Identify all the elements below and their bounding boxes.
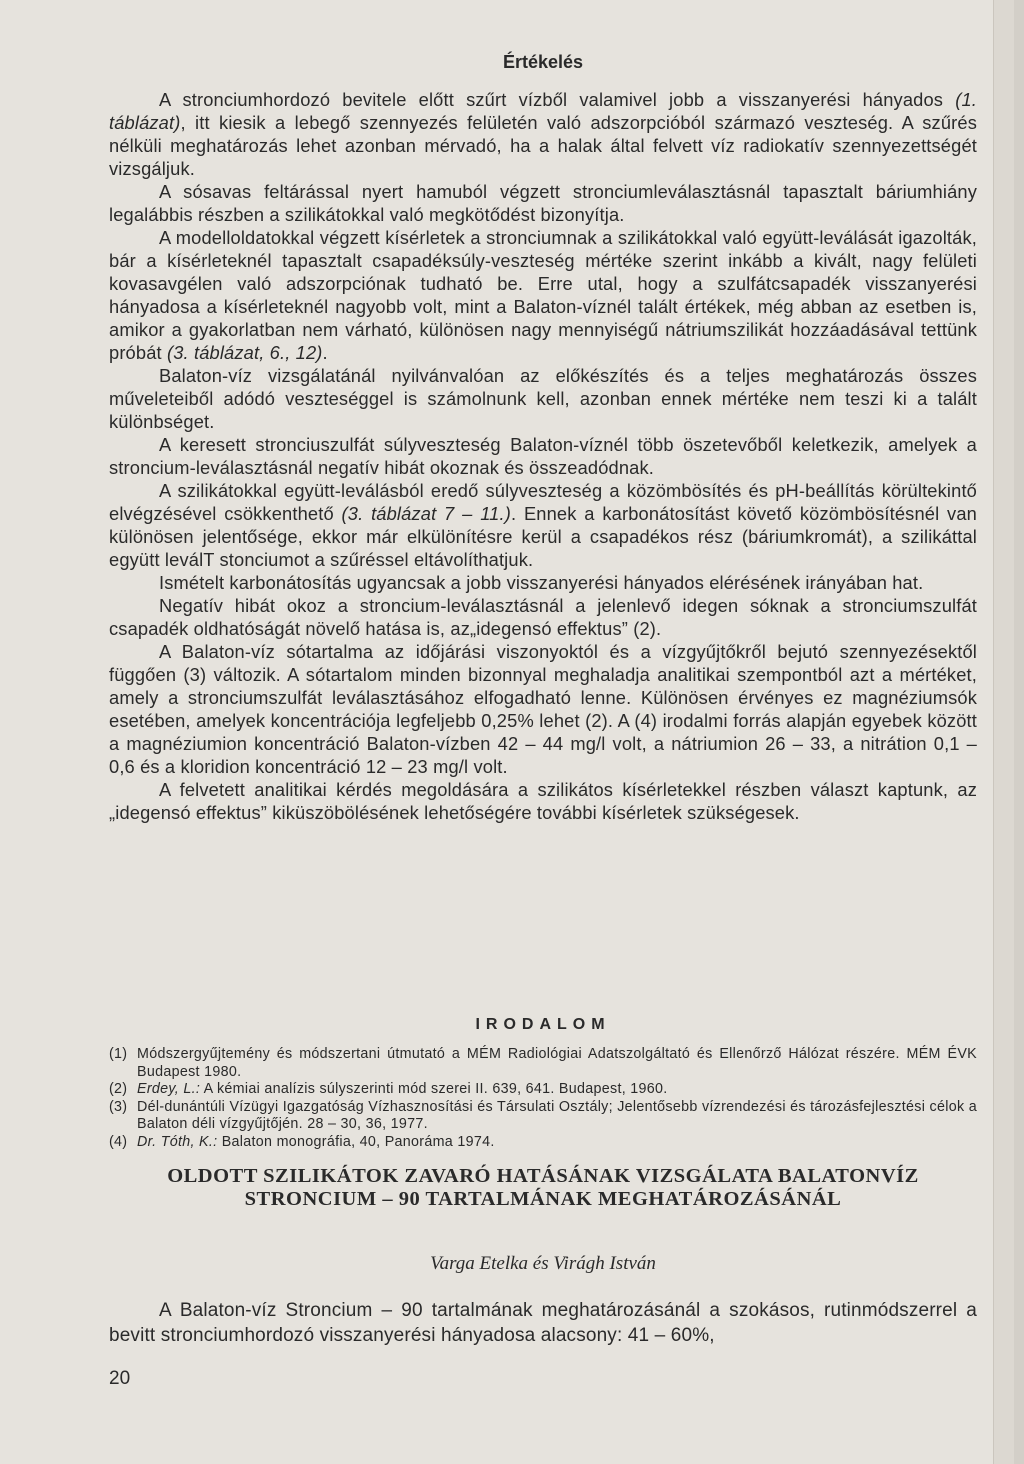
reference-body: Módszergyűjtemény és módszertani útmutató a MÉM Radiológiai Adatszolgáltató és Ellenőrző Hálózat részére. MÉM ÉVK Budapest 1980.: [137, 1046, 977, 1080]
paragraph: [109, 433, 977, 479]
article-title-line: OLDOTT SZILIKÁTOK ZAVARÓ HATÁSÁNAK VIZSGÁLATA BALATONVÍZ: [167, 1165, 919, 1187]
references-title: IRODALOM: [475, 1016, 611, 1033]
paragraph-text: Negatív hibát okoz a stroncium-leválasztásnál a jelenlevő idegen sóknak a stronciumszulfát csapadék oldhatóságát növelő hatása is, az„idegensó effektus” (2).: [109, 595, 977, 639]
reference-number: (1): [109, 1046, 128, 1062]
paragraph-text: , itt kiesik a lebegő szennyezés felületén való adszorpcióból származó veszteség. A szűrés nélküli meghatározás lehet azonban mérvadó, ha a halak által felvett víz radiokatív szennyezettségét vizsgáljuk.: [109, 112, 977, 179]
reference-text: [137, 1099, 977, 1134]
table-reference: (3. táblázat 7 – 11.): [341, 503, 511, 524]
reference-text: [137, 1081, 977, 1099]
paragraph-text: .: [322, 342, 328, 363]
paragraph: [109, 226, 977, 364]
body-text: [109, 88, 977, 824]
reference-item: [109, 1081, 977, 1099]
paragraph-text: A szilikátokkal együtt-leválásból eredő súlyveszteség a közömbösítés és pH-beállítás körültekintő elvégzésével csökkenthető: [109, 480, 977, 524]
reference-body: Balaton monográfia, 40, Panoráma 1974.: [217, 1133, 495, 1150]
reference-item: [109, 1046, 977, 1081]
paragraph: [109, 180, 977, 226]
paragraph: [109, 364, 977, 433]
paragraph: [109, 479, 977, 571]
reference-text: [137, 1134, 977, 1152]
reference-author: Dr. Tóth, K.:: [137, 1133, 218, 1150]
article-abstract: [109, 1298, 977, 1348]
paragraph-text: Ismételt karbonátosítás ugyancsak a jobb visszanyerési hányados elérésének irányában hat.: [159, 572, 924, 593]
paragraph-text: A Balaton-víz sótartalma az időjárási viszonyoktól és a vízgyűjtőkről bejutó szennyezésektől függően (3) változik. A sótartalom minden bizonnyal meghaladja analitikai szempontból azt a mértéket, amely a stronciumszulfát leválasztásához elfogadható lenne. Különösen érvényes ez magnéziumsók esetében, amelyek koncentrációja legfeljebb 0,25% lehet (2). A (4) irodalmi forrás alapján egyebek között a magnéziumion koncentráció Balaton-vízben 42 – 44 mg/l volt, a nátriumion 26 – 33, a nitrátion 0,1 – 0,6 és a kloridion koncentráció 12 – 23 mg/l volt.: [109, 641, 977, 777]
page-number: 20: [109, 1368, 131, 1389]
paragraph-text: A keresett stronciuszulfát súlyveszteség Balaton-víznél több öszetevőből keletkezik, amelyek a stroncium-leválasztásnál negatív hibát okoznak és összeadódnak.: [109, 434, 977, 478]
paragraph-text: . Ennek a karbonátosítást követő közömbösítésnél van különösen jelentősége, ekkor már elkülönítésre kerül a csapadékos rész (báriumkromát), a szilikáttal együtt leválT stonciumot a szűréssel eltávolíthatjuk.: [109, 503, 977, 570]
paragraph-text: A felvetett analitikai kérdés megoldására a szilikátos kísérletekkel részben választ kaptunk, az „idegensó effektus” kiküszöbölésének lehetőségére további kísérletek szükségesek.: [109, 779, 977, 823]
reference-item: [109, 1099, 977, 1134]
reference-number: (3): [109, 1098, 128, 1115]
reference-number: (4): [109, 1133, 128, 1150]
article-title: [109, 1165, 977, 1211]
paragraph: [109, 594, 977, 640]
paragraph: [109, 640, 977, 778]
reference-author: Erdey, L.:: [137, 1081, 201, 1097]
article-authors: Varga Etelka és Virágh István: [430, 1253, 656, 1274]
paragraph: [109, 88, 977, 180]
reference-body: Dél-dunántúli Vízügyi Igazgatóság Vízhasznosítási és Társulati Osztály; Jelentősebb vízrendezési és tározásfejlesztési célok a Balaton déli vízgyűjtőjén. 28 – 30, 36, 1977.: [137, 1098, 977, 1132]
paragraph: [109, 571, 977, 594]
paragraph-text: A sósavas feltárással nyert hamuból végzett stronciumleválasztásnál tapasztalt báriumhiány legalábbis részben a szilikátokkal való megkötődést bizonyítja.: [109, 181, 977, 225]
article-title-line: STRONCIUM – 90 TARTALMÁNAK MEGHATÁROZÁSÁNÁL: [244, 1188, 842, 1210]
reference-text: [137, 1046, 977, 1081]
page-edge: [993, 0, 1024, 1464]
abstract-text: A Balaton-víz Stroncium – 90 tartalmának meghatározásánál a szokásos, rutinmódszerrel a bevitt stronciumhordozó visszanyerési hányadosa alacsony: 41 – 60%,: [109, 1300, 977, 1346]
reference-number: (2): [109, 1081, 128, 1097]
section-heading: Értékelés: [502, 52, 584, 72]
table-reference: (1. táblázat): [109, 89, 977, 133]
paragraph: [109, 778, 977, 824]
reference-item: [109, 1134, 977, 1152]
paragraph-text: A modelloldatokkal végzett kísérletek a stronciumnak a szilikátokkal való együtt-leválását igazolták, bár a kísérleteknél tapasztalt csapadéksúly-veszteség mértéke szerint inkább a kivált, nagy felületi kovasavgélen való adszorpciónak tudható be. Erre utal, hogy a szulfátcsapadék visszanyerési hányadosa a kísérleteknél nagyobb volt, mint a Balaton-víznél talált értékek, még abban az esetben is, amikor a gyakorlatban nem várható, különösen nagy mennyiségű nátriumszilikát hozzáadásával tettünk próbát: [109, 227, 977, 363]
references-list: [109, 1046, 977, 1151]
paragraph-text: A stronciumhordozó bevitele előtt szűrt vízből valamivel jobb a visszanyerési hányados: [159, 89, 956, 110]
table-reference: (3. táblázat, 6., 12): [166, 342, 323, 363]
reference-body: A kémiai analízis súlyszerinti mód szerei II. 639, 641. Budapest, 1960.: [200, 1081, 668, 1097]
paragraph-text: Balaton-víz vizsgálatánál nyilvánvalóan az előkészítés és a teljes meghatározás összes műveleteiből adódó veszteséggel is számolnunk kell, azonban ennek mértéke nem teszi ki a talált különbséget.: [109, 365, 977, 432]
